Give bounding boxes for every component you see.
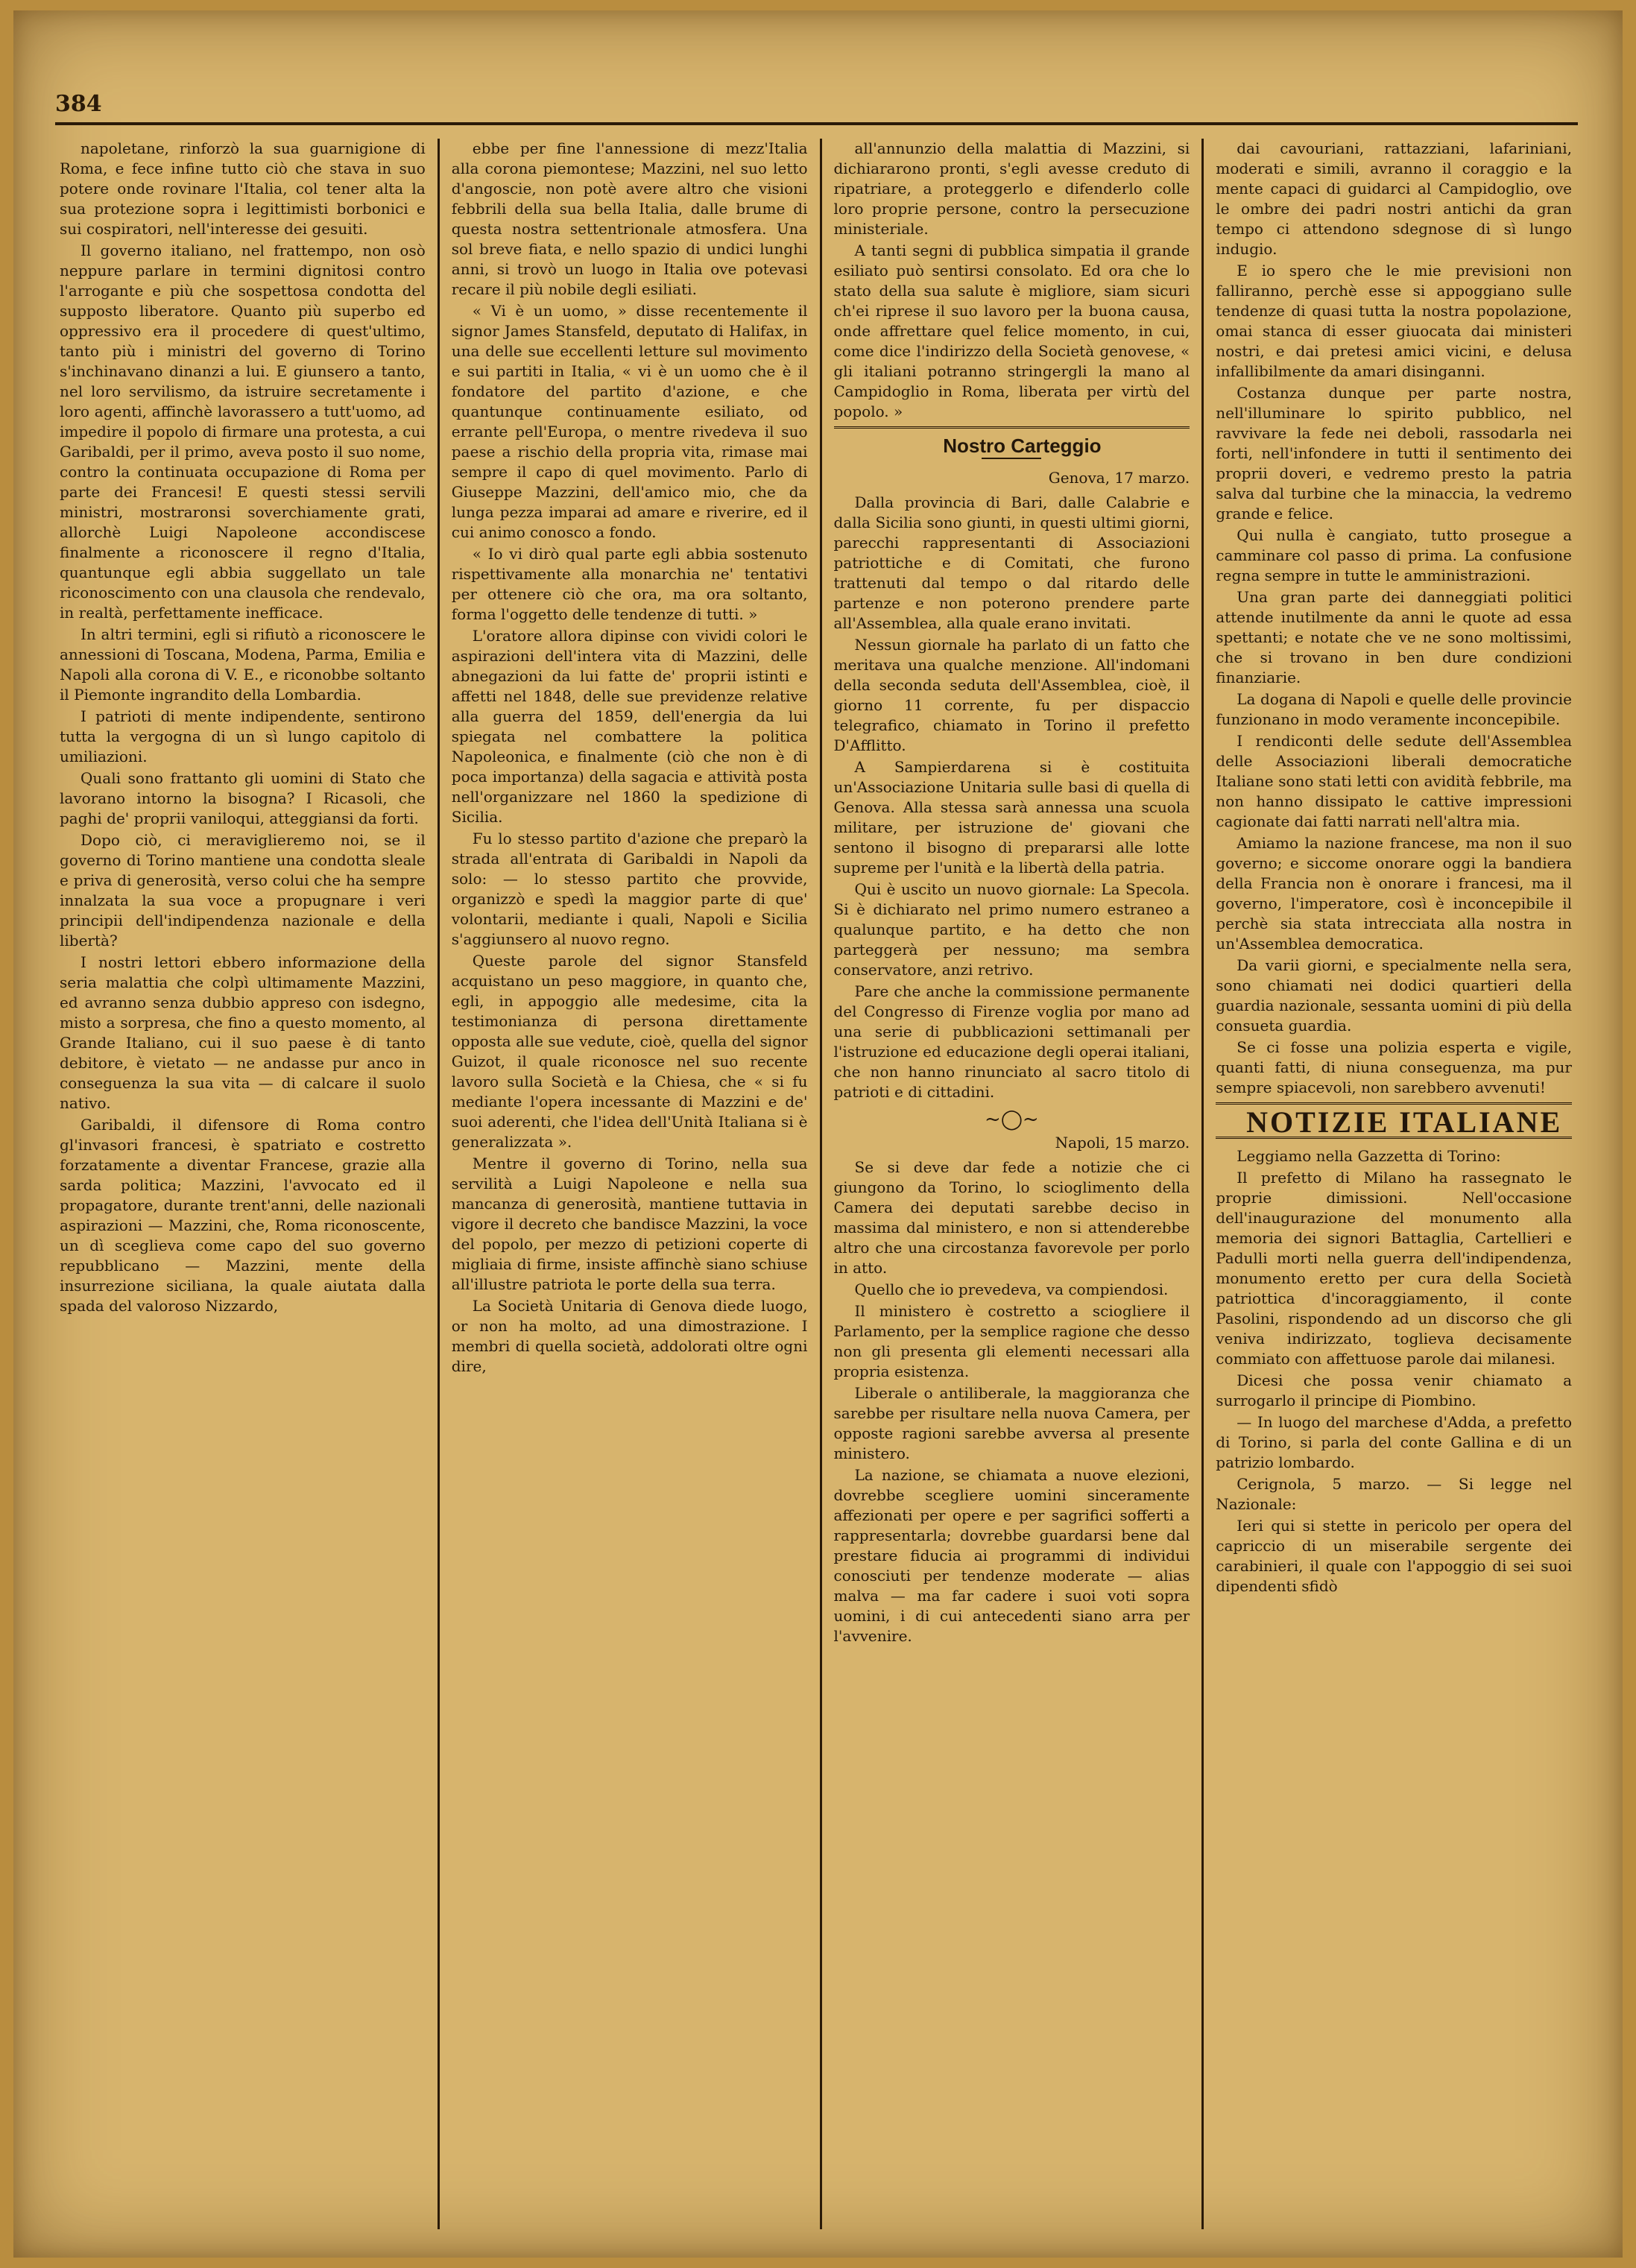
paragraph: all'annunzio della malattia di Mazzini, si dichiararono pronti, s'egli avesse creduto di ripatriare, a proteggerlo e difenderlo colle loro proprie persone, contro la persecuzione ministeriale.	[833, 139, 1190, 238]
paragraph: napoletane, rinforzò la sua guarnigione di Roma, e fece infine tutto ciò che stava in suo potere onde rovinare l'Italia, col tener alta la sua protezione sopra i legittimisti borbonici e sui cospiratori, nell'interesse dei gesuiti.	[60, 139, 426, 238]
paragraph: Quello che io prevedeva, va compiendosi.	[854, 1280, 1169, 1298]
section-rule	[1216, 1102, 1572, 1105]
paragraph: Qui è uscito un nuovo giornale: La Specola. Si è dichiarato nel primo numero estraneo a qualunque partito, e ha detto che non parteggerà per nessuno; ma sembra conservatore, anzi retrivo.	[833, 880, 1190, 979]
paragraph: Il governo italiano, nel frattempo, non osò neppure parlare in termini dignitosi contro l'arrogante e più che sospettosa condotta del supposto liberatore. Quanto più superbo ed oppressivo era il procedere di quest'ultimo, tanto più i ministri del governo di Torino s'inchinavano dinanzi a lui. E giunsero a tanto, nel loro servilismo, da istruire secretamente i loro agenti, affinchè lavorassero a tutt'uomo, ad impedire il popolo di firmare una protesta, a cui Garibaldi, per il primo, aveva posto il suo nome, contro la continuata occupazione di Roma per parte dei Francesi! E questi stessi servili ministri, mostraronsi soverchiamente grati, allorchè Luigi Napoleone accondiscese finalmente a riconoscere il regno d'Italia, quantunque egli abbia suggellato un tale riconoscimento con una clausola che rendevalo, in realtà, perfettamente inefficace.	[60, 241, 426, 622]
paragraph: — In luogo del marchese d'Adda, a prefetto di Torino, si parla del conte Gallina e di un patrizio lombardo.	[1216, 1413, 1572, 1471]
paragraph: Il prefetto di Milano ha rassegnato le proprie dimissioni. Nell'occasione dell'inaugurazione del monumento alla memoria dei signori Battaglia, Cartellieri e Padulli morti nella guerra dell'indipendenza, monumento eretto per cura della Società patriottica d'incoraggiamento, il conte Pasolini, rispondendo ad un discorso che gli veniva indirizzato, toglieva decisamente commiato con affettuose parole dai milanesi.	[1216, 1169, 1572, 1368]
paragraph: Garibaldi, il difensore di Roma contro gl'invasori francesi, è spatriato e costretto forzatamente a diventar Francese, grazie alla sarda politica; Mazzini, l'avvocato ed il propagatore, durante trent'anni, delle nazionali aspirazioni — Mazzini, che, Roma riconoscente, un dì sceglieva come capo del suo governo repubblicano — Mazzini, mente della insurrezione siciliana, la quale aiutata dalla spada del valoroso Nizzardo,	[60, 1116, 426, 1315]
paragraph: Cerignola, 5 marzo. — Si legge nel Nazionale:	[1216, 1475, 1572, 1513]
paragraph: Fu lo stesso partito d'azione che preparò la strada all'entrata di Garibaldi in Napoli da solo: — lo stesso partito che provvide, organizzò e spedì la maggior parte di que' volontarii, mediante i quali, Napoli e Sicilia s'aggiunsero al nuovo regno.	[451, 830, 808, 948]
dateline-genova: Genova, 17 marzo.	[1048, 469, 1190, 487]
paragraph: Qui nulla è cangiato, tutto prosegue a camminare col passo di prima. La confusione regna sempre in tutte le amministrazioni.	[1216, 526, 1572, 584]
paragraph: Una gran parte dei danneggiati politici attende inutilmente da anni le quote ad essa spettanti; e notate che ve ne sono moltissimi, che si trovano in ben dure condizioni finanziarie.	[1216, 588, 1572, 686]
title-underline	[982, 458, 1041, 459]
columns	[55, 139, 1584, 2229]
paragraph: I rendiconti delle sedute dell'Assemblea delle Associazioni liberali democratiche Italiane sono stati letti con avidità febbrile, ma non hanno dissipato le cattive impressioni cagionate dai fatti narrati nell'altra mia.	[1216, 732, 1572, 830]
paragraph: Se si deve dar fede a notizie che ci giungono da Torino, lo scioglimento della Camera dei deputati sarebbe deciso in massima dal ministero, e non si attenderebbe altro che una circostanza favorevole per porlo in atto.	[833, 1158, 1190, 1277]
paragraph: Dalla provincia di Bari, dalle Calabrie e dalla Sicilia sono giunti, in questi ultimi giorni, parecchi rappresentanti di Associazioni patriottiche e di Comitati, che furono trattenuti dal tempo o dal ritardo delle partenze e non poterono prendere parte all'Assemblea, alla quale erano invitati.	[833, 493, 1190, 632]
paragraph: Nessun giornale ha parlato di un fatto che meritava una qualche menzione. All'indomani della seconda seduta dell'Assemblea, cioè, il giorno 11 corrente, fu per dispaccio telegrafico, chiamato in Torino il prefetto D'Afflitto.	[833, 636, 1190, 754]
paragraph: Amiamo la nazione francese, ma non il suo governo; e siccome onorare oggi la bandiera della Francia non è onorare i francesi, ma il governo, l'imperatore, così è inconcepibile il perchè sia stata intrecciata alla nostra in un'Assemblea democratica.	[1216, 834, 1572, 953]
column-3	[820, 139, 1202, 2229]
paragraph: Queste parole del signor Stansfeld acquistano un peso maggiore, in quanto che, egli, in appoggio alle medesime, cita la testimonianza di persona direttamente opposta alle sue vedute, cioè, quella del signor Guizot, il quale riconosce nel suo recente lavoro sulla Società e la Chiesa, che « si fu mediante l'opera incessante di Mazzini e de' suoi aderenti, che l'idea dell'Unità Italiana si è generalizzata ».	[451, 952, 808, 1151]
paragraph: « Vi è un uomo, » disse recentemente il signor James Stansfeld, deputato di Halifax, in una delle sue eccellenti letture sul movimento e sui partiti in Italia, « vi è un uomo che è il fondatore del partito d'azione, e che quantunque continuamente esiliato, od errante pell'Europa, o mentre rivedeva il suo paese a rischio della propria vita, rimase mai sempre il capo di quel movimento. Parlo di Giuseppe Mazzini, dell'amico mio, che da lunga pezza imparai ad amare e riverire, ed il cui animo conosco a fondo.	[451, 302, 808, 541]
paragraph: I patrioti di mente indipendente, sentirono tutta la vergogna di un sì lungo capitolo di umiliazioni.	[60, 707, 426, 765]
paragraph: I nostri lettori ebbero informazione della seria malattia che colpì ultimamente Mazzini, ed avranno senza dubbio appreso con isdegno, misto a sorpresa, che fino a questo momento, al Grande Italiano, cui il suo paese è di tanto debitore, è vietato — ne andasse pur anco in conseguenza la sua vita — di calcare il suolo nativo.	[60, 953, 426, 1112]
paragraph: La dogana di Napoli e quelle delle provincie funzionano in modo veramente inconcepibile.	[1216, 690, 1572, 728]
column-1	[55, 139, 438, 2229]
paragraph: La nazione, se chiamata a nuove elezioni, dovrebbe scegliere uomini sinceramente affezionati per opere e per sagrifici sofferti a rappresentarla; dovrebbe guardarsi bene dal prestare fiducia ai programmi di individui conosciuti per tendenze moderate — alias malva — ma far cadere i suoi voti sopra uomini, i di cui antecedenti siano arra per l'avvenire.	[833, 1466, 1190, 1645]
paragraph: Pare che anche la commissione permanente del Congresso di Firenze voglia por mano ad una serie di pubblicazioni settimanali per l'istruzione ed educazione degli operai italiani, che non hanno rinunciato al sacro titolo di patrioti e di cittadini.	[833, 982, 1190, 1101]
paragraph: In altri termini, egli si rifiutò a riconoscere le annessioni di Toscana, Modena, Parma, Emilia e Napoli alla corona di V. E., e riconobbe soltanto il Piemonte ingrandito della Lombardia.	[60, 625, 426, 704]
section-title-notizie-italiane: NOTIZIE ITALIANE	[1246, 1105, 1563, 1139]
paragraph: Dicesi che possa venir chiamato a surrogarlo il principe di Piombino.	[1216, 1371, 1572, 1409]
header-rule	[55, 122, 1578, 125]
paragraph: A Sampierdarena si è costituita un'Associazione Unitaria sulle basi di quella di Genova. Alla stessa sarà annessa una scuola militare, per istruzione de' giovani che sentono il bisogno di prepararsi alle lotte supreme per l'unità e la libertà della patria.	[833, 758, 1190, 876]
paragraph: « Io vi dirò qual parte egli abbia sostenuto rispettivamente alla monarchia ne' tentativi per ottenere ciò che ora, ma ora soltanto, forma l'oggetto delle tendenze di tutti. »	[451, 545, 808, 623]
column-2	[438, 139, 820, 2229]
paragraph: A tanti segni di pubblica simpatia il grande esiliato può sentirsi consolato. Ed ora che lo stato della sua salute è migliore, siam sicuri ch'ei riprese il suo lavoro per la buona causa, onde affrettare quel felice momento, in cui, come dice l'indirizzo della Società genovese, « gli italiani potranno stringergli la mano al Campidoglio in Roma, liberata per virtù del popolo. »	[833, 241, 1190, 420]
paragraph: Costanza dunque per parte nostra, nell'illuminare lo spirito pubblico, nel ravvivare la fede nei deboli, rassodarla nei forti, nell'infondere in tutti il sentimento dei proprii doveri, e vedremo presto la patria salva dal turbine che la minaccia, la vedremo grande e felice.	[1216, 384, 1572, 522]
paragraph: L'oratore allora dipinse con vividi colori le aspirazioni dell'intera vita di Mazzini, delle abnegazioni da lui fatte de' proprii istinti e affetti nel 1848, delle sue previdenze relative alla guerra del 1859, dell'energia da lui spiegata nel combattere la politica Napoleonica, e finalmente (ciò che non è di poca importanza) della sagacia e attività posta nell'organizzare nel 1860 la spedizione di Sicilia.	[451, 627, 808, 826]
paragraph: Da varii giorni, e specialmente nella sera, sono chiamati nei dodici quartieri della guardia nazionale, sessanta uomini di più della consueta guardia.	[1216, 956, 1572, 1035]
paragraph: Se ci fosse una polizia esperta e vigile, quanti fatti, di niuna conseguenza, ma pur sempre spiacevoli, non sarebbero avvenuti!	[1216, 1038, 1572, 1096]
paragraph: Il ministero è costretto a sciogliere il Parlamento, per la semplice ragione che desso non gli presenta gli elementi necessari alla propria esistenza.	[833, 1302, 1190, 1380]
paragraph: Quali sono frattanto gli uomini di Stato che lavorano intorno la bisogna? I Ricasoli, che paghi de' proprii vaniloqui, atteggiansi da forti.	[60, 769, 426, 827]
dateline-napoli: Napoli, 15 marzo.	[1055, 1134, 1190, 1152]
paragraph: Mentre il governo di Torino, nella sua servilità a Luigi Napoleone e nella sua mancanza di generosità, mantiene tuttavia in vigore il decreto che bandisce Mazzini, la voce del popolo, per mezzo di petizioni coperte di migliaia di firme, insiste affinchè siano schiuse all'illustre patriota le porte della sua terra.	[451, 1154, 808, 1293]
paragraph: Liberale o antiliberale, la maggioranza che sarebbe per risultare nella nuova Camera, per opposte ragioni sarebbe avversa al presente ministero.	[833, 1384, 1190, 1462]
paragraph: Dopo ciò, ci meraviglieremo noi, se il governo di Torino mantiene una condotta sleale e priva di generosità, verso colui che ha sempre innalzata la sua voce a propugnare i veri principii dell'indipendenza nazionale e della libertà?	[60, 831, 426, 950]
paragraph: La Società Unitaria di Genova diede luogo, or non ha molto, ad una dimostrazione. I membri di quella società, addolorati oltre ogni dire,	[451, 1297, 808, 1375]
paragraph: dai cavouriani, rattazziani, lafariniani, moderati e simili, avranno il coraggio e la mente capaci di guidarci al Campidoglio, ove le ombre dei padri nostri antichi da gran tempo ci attendono sdegnose di sì lungo indugio.	[1216, 139, 1572, 258]
section-title-nostro-carteggio: Nostro Carteggio	[943, 435, 1102, 457]
section-ornament: ~◯~	[985, 1108, 1039, 1131]
paragraph: ebbe per fine l'annessione di mezz'Italia alla corona piemontese; Mazzini, nel suo letto d'angoscie, non potè avere altro che visioni febbrili della sua bella Italia, dalle brume di questa nostra settentrionale atmosfera. Una sol breve fiata, e nello spazio di undici lunghi anni, si trovò un luogo in Italia ove potevasi recare il più nobile degli esiliati.	[451, 139, 808, 298]
paragraph: E io spero che le mie previsioni non falliranno, perchè esse si appoggiano sulle tendenze di quasi tutta la nostra popolazione, omai stanca di esser giuocata dai ministeri nostri, e dai pretesi amici vicini, e delusa infallibilmente da amari disinganni.	[1216, 262, 1572, 380]
page-number: 384	[55, 91, 102, 117]
section-rule	[834, 426, 1190, 429]
newspaper-page	[13, 10, 1623, 2258]
paragraph: Leggiamo nella Gazzetta di Torino:	[1237, 1147, 1501, 1165]
column-4	[1201, 139, 1584, 2229]
paragraph: Ieri qui si stette in pericolo per opera del capriccio di un miserabile sergente dei carabinieri, il quale con l'appoggio di sei suoi dipendenti sfidò	[1216, 1517, 1572, 1595]
